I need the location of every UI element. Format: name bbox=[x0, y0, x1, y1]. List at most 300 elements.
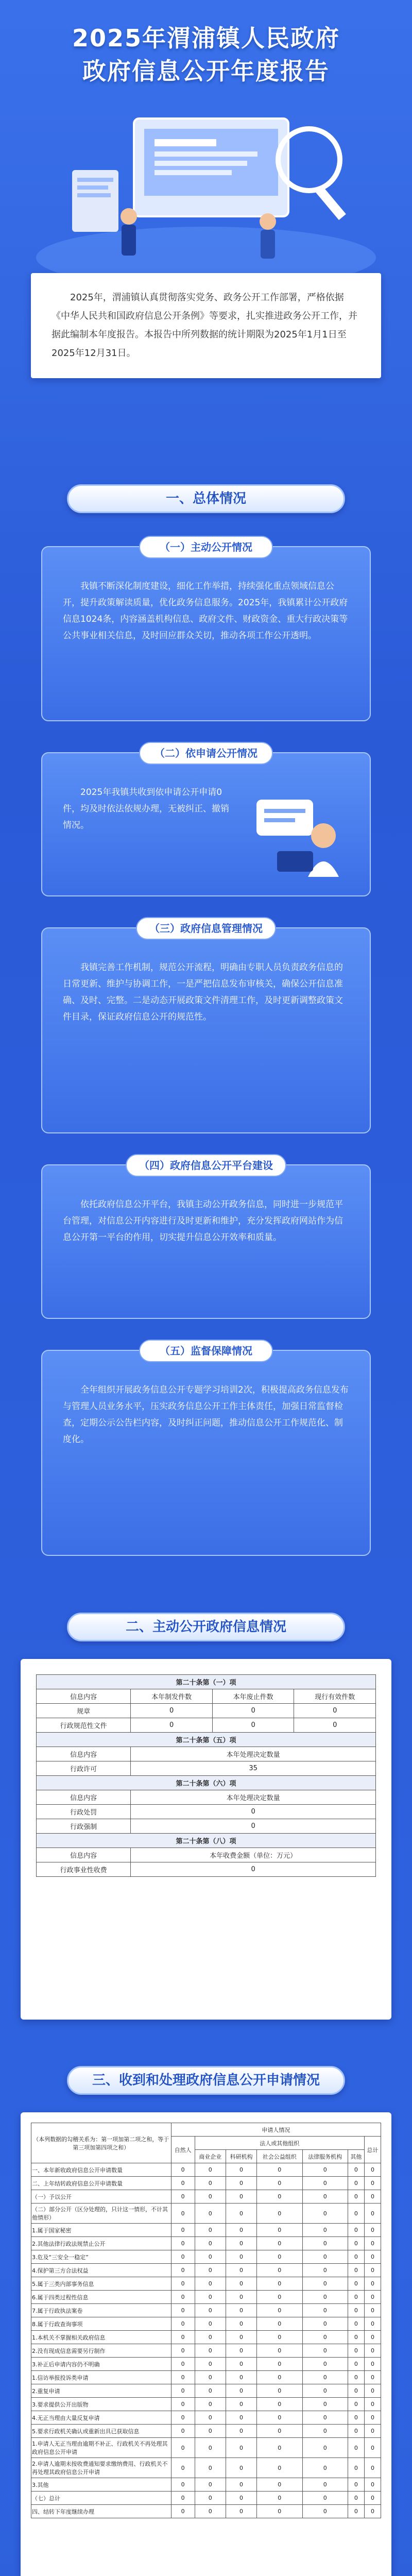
table-row bbox=[31, 2250, 381, 2264]
table-cell: 0 bbox=[302, 2190, 348, 2204]
active-disclosure-panel bbox=[21, 1659, 391, 2020]
table-cell: 0 bbox=[302, 2411, 348, 2425]
table-cell: 0 bbox=[226, 2384, 256, 2398]
table-row bbox=[31, 2492, 381, 2505]
table-cell: 0 bbox=[364, 2331, 381, 2344]
row-label: 1.本机关不掌握相关政府信息 bbox=[31, 2331, 171, 2344]
row-label: 5.属于三类内部事务信息 bbox=[31, 2277, 171, 2291]
row-label: 四、结转下年度继续办理 bbox=[31, 2505, 171, 2518]
table-row bbox=[31, 2411, 381, 2425]
table-cell: 0 bbox=[171, 2331, 195, 2344]
table-cell: 0 bbox=[257, 2492, 302, 2505]
table-cell: 0 bbox=[195, 2492, 226, 2505]
table-cell: 0 bbox=[195, 2411, 226, 2425]
table-header: 申请人情况 bbox=[171, 2123, 381, 2137]
table-cell: 0 bbox=[257, 2277, 302, 2291]
table-cell: 0 bbox=[257, 2291, 302, 2304]
table-cell: 0 bbox=[226, 2204, 256, 2224]
table-cell: 0 bbox=[302, 2505, 348, 2518]
table-cell: 0 bbox=[257, 2438, 302, 2458]
overview-head: （五）监督保障情况 bbox=[139, 1340, 273, 1362]
table-cell: 0 bbox=[348, 2304, 364, 2317]
table-cell: 0 bbox=[302, 2264, 348, 2277]
table-cell: 0 bbox=[364, 2371, 381, 2384]
table-row bbox=[37, 1704, 376, 1718]
table-cell: 0 bbox=[257, 2371, 302, 2384]
table-cell: 0 bbox=[226, 2163, 256, 2177]
table-cell: 0 bbox=[364, 2250, 381, 2264]
hero-banner bbox=[0, 0, 412, 289]
table-cell: 0 bbox=[348, 2190, 364, 2204]
row-label: 3.危及“三安全一稳定” bbox=[31, 2250, 171, 2264]
table-row bbox=[31, 2291, 381, 2304]
table-cell: 0 bbox=[348, 2505, 364, 2518]
table-cell: 0 bbox=[171, 2344, 195, 2358]
table-cell: 0 bbox=[364, 2277, 381, 2291]
table-cell: 0 bbox=[294, 1704, 376, 1718]
table-header: 信息内容 bbox=[37, 1848, 131, 1862]
row-label: 4.无正当理由大量反复申请 bbox=[31, 2411, 171, 2425]
table-cell: 0 bbox=[171, 2438, 195, 2458]
table-cell: 0 bbox=[364, 2384, 381, 2398]
table-row bbox=[31, 2317, 381, 2331]
table-row bbox=[31, 2237, 381, 2250]
table-row bbox=[37, 1862, 376, 1877]
table-cell: 0 bbox=[257, 2190, 302, 2204]
table-header: 自然人 bbox=[171, 2137, 195, 2163]
overview-card-platform bbox=[41, 1159, 371, 1319]
table-cell: 0 bbox=[171, 2291, 195, 2304]
table-cell: 0 bbox=[195, 2190, 226, 2204]
table-cell: 规章 bbox=[37, 1704, 131, 1718]
table-cell: 0 bbox=[195, 2163, 226, 2177]
table-cell: 0 bbox=[364, 2458, 381, 2478]
row-label: 二、上年结转政府信息公开申请数量 bbox=[31, 2177, 171, 2190]
table-cell: 0 bbox=[348, 2331, 364, 2344]
active-disclosure-table bbox=[36, 1674, 376, 1877]
table-cell: 0 bbox=[171, 2478, 195, 2492]
table-cell: 行政规范性文件 bbox=[37, 1718, 131, 1733]
table-cell: 0 bbox=[302, 2277, 348, 2291]
table-header: 信息内容 bbox=[37, 1747, 131, 1761]
table-cell: 0 bbox=[171, 2237, 195, 2250]
table-cell: 0 bbox=[348, 2177, 364, 2190]
title-line-1: 2025年渭浦镇人民政府 bbox=[72, 24, 340, 52]
table-cell: 0 bbox=[302, 2478, 348, 2492]
table-cell: 0 bbox=[171, 2358, 195, 2371]
table-cell: 0 bbox=[226, 2177, 256, 2190]
table-row bbox=[31, 2304, 381, 2317]
table-cell: 0 bbox=[171, 2177, 195, 2190]
table-cell: 0 bbox=[257, 2224, 302, 2237]
table-cell: 0 bbox=[195, 2204, 226, 2224]
table-header: 本年处理决定数量 bbox=[131, 1747, 376, 1761]
table-row bbox=[37, 1819, 376, 1834]
table-cell: 0 bbox=[212, 1704, 294, 1718]
row-label: 2.其他法律行政法规禁止公开 bbox=[31, 2237, 171, 2250]
table-header: 总计 bbox=[364, 2137, 381, 2163]
table-cell: 0 bbox=[226, 2371, 256, 2384]
table-cell: 0 bbox=[171, 2492, 195, 2505]
table-cell: 0 bbox=[364, 2358, 381, 2371]
row-label: 8.属于行政查询事项 bbox=[31, 2317, 171, 2331]
table-cell: 0 bbox=[348, 2224, 364, 2237]
table-cell: 0 bbox=[257, 2458, 302, 2478]
table-cell: 0 bbox=[195, 2398, 226, 2411]
table-cell: 0 bbox=[131, 1862, 376, 1877]
row-label: 2.没有现成信息需要另行制作 bbox=[31, 2344, 171, 2358]
overview-text: 我镇完善工作机制，规范公开流程，明确由专职人员负责政务信息的日常更新、维护与协调工作，一是严把信息发布审核关，确保公开信息准确、及时、完整。二是动态开展政策文件清理工作，及时更新调整政策文件目录，保证政府信息公开的规范性。 bbox=[63, 962, 343, 1022]
table-cell: 0 bbox=[348, 2478, 364, 2492]
table-cell: 0 bbox=[195, 2358, 226, 2371]
table-row bbox=[31, 2358, 381, 2371]
row-label: 1.申请人无正当理由逾期不补正、行政机关不再处理其政府信息公开申请 bbox=[31, 2438, 171, 2458]
table-row bbox=[31, 2371, 381, 2384]
table-cell: 0 bbox=[348, 2384, 364, 2398]
page-title bbox=[0, 22, 412, 88]
table-cell: 0 bbox=[348, 2458, 364, 2478]
table-cell: 0 bbox=[348, 2398, 364, 2411]
table-row bbox=[31, 2264, 381, 2277]
table-cell: 0 bbox=[226, 2425, 256, 2438]
table-band: 第二十条第（六）项 bbox=[37, 1776, 376, 1790]
table-cell: 0 bbox=[364, 2177, 381, 2190]
section-2-title: 二、主动公开政府信息情况 bbox=[67, 1613, 345, 1641]
table-header: 本年收费金额（单位：万元） bbox=[131, 1848, 376, 1862]
table-cell: 0 bbox=[171, 2264, 195, 2277]
table-cell: 0 bbox=[348, 2344, 364, 2358]
table-row bbox=[31, 2458, 381, 2478]
table-cell: 0 bbox=[195, 2224, 226, 2237]
table-cell: 0 bbox=[195, 2317, 226, 2331]
table-cell: 0 bbox=[226, 2190, 256, 2204]
table-cell: 0 bbox=[212, 1718, 294, 1733]
row-label: （七）总计 bbox=[31, 2492, 171, 2505]
table-cell: 0 bbox=[195, 2331, 226, 2344]
table-cell: 0 bbox=[302, 2344, 348, 2358]
table-cell: 0 bbox=[226, 2304, 256, 2317]
table-cell: 0 bbox=[364, 2344, 381, 2358]
row-label: 6.属于四类过程性信息 bbox=[31, 2291, 171, 2304]
table-row bbox=[31, 2505, 381, 2518]
table-row bbox=[31, 2331, 381, 2344]
table-header: 科研机构 bbox=[226, 2150, 256, 2163]
table-cell: 0 bbox=[348, 2358, 364, 2371]
table-cell: 0 bbox=[226, 2277, 256, 2291]
table-cell: 0 bbox=[226, 2237, 256, 2250]
table-cell: 行政许可 bbox=[37, 1761, 131, 1776]
table-cell: 0 bbox=[302, 2163, 348, 2177]
table-cell: 0 bbox=[171, 2398, 195, 2411]
table-cell: 0 bbox=[364, 2478, 381, 2492]
table-cell: 0 bbox=[364, 2411, 381, 2425]
overview-card-management bbox=[41, 922, 371, 1133]
table-cell: 0 bbox=[257, 2204, 302, 2224]
row-label: 2.申请人逾期未按收费通知要求缴纳费用、行政机关不再处理其政府信息公开申请 bbox=[31, 2458, 171, 2478]
table-cell: 0 bbox=[257, 2331, 302, 2344]
overview-text: 我镇不断深化制度建设，细化工作举措，持续强化重点领域信息公开，提升政策解读质量，优化政务信息服务。2025年，我镇累计公开政府信息1024条，内容涵盖机构信息、政府文件、财政资金、重大行政决策等公共事业相关信息，及时回应群众关切，推动各项工作公开透明。 bbox=[63, 581, 348, 641]
section-3-title: 三、收到和处理政府信息公开申请情况 bbox=[67, 2066, 345, 2095]
table-cell: 0 bbox=[348, 2291, 364, 2304]
table-cell: 0 bbox=[302, 2291, 348, 2304]
table-cell: 0 bbox=[171, 2190, 195, 2204]
table-cell: 0 bbox=[226, 2458, 256, 2478]
table-cell: 0 bbox=[226, 2478, 256, 2492]
table-cell: 0 bbox=[257, 2317, 302, 2331]
table-header: 本年处理决定数量 bbox=[131, 1790, 376, 1805]
table-row bbox=[31, 2224, 381, 2237]
table-cell: 35 bbox=[131, 1761, 376, 1776]
table-cell: 0 bbox=[348, 2250, 364, 2264]
table-cell: 0 bbox=[171, 2317, 195, 2331]
table-cell: 行政强制 bbox=[37, 1819, 131, 1834]
section-1-title: 一、总体情况 bbox=[67, 484, 345, 513]
table-row bbox=[31, 2398, 381, 2411]
table-header: 法律服务机构 bbox=[302, 2150, 348, 2163]
table-cell: 0 bbox=[195, 2177, 226, 2190]
table-cell: 0 bbox=[195, 2344, 226, 2358]
row-label: 5.要求行政机关确认或重新出具已获取信息 bbox=[31, 2425, 171, 2438]
table-cell: 0 bbox=[171, 2204, 195, 2224]
table-row bbox=[31, 2190, 381, 2204]
table-cell: 0 bbox=[171, 2250, 195, 2264]
row-label: 3.补正后申请内容仍不明确 bbox=[31, 2358, 171, 2371]
table-cell: 0 bbox=[302, 2438, 348, 2458]
row-label: 7.属于行政执法案卷 bbox=[31, 2304, 171, 2317]
table-band: 第二十条第（五）项 bbox=[37, 1733, 376, 1747]
table-header: 本年废止件数 bbox=[212, 1689, 294, 1704]
table-cell: 0 bbox=[364, 2505, 381, 2518]
table-cell: 0 bbox=[226, 2344, 256, 2358]
table-cell: 0 bbox=[195, 2237, 226, 2250]
table-row bbox=[31, 2277, 381, 2291]
table-cell: 0 bbox=[348, 2317, 364, 2331]
table-cell: 0 bbox=[195, 2371, 226, 2384]
table-cell: 0 bbox=[226, 2331, 256, 2344]
title-line-2: 政府信息公开年度报告 bbox=[82, 57, 330, 85]
table-cell: 0 bbox=[171, 2384, 195, 2398]
table-cell: 0 bbox=[171, 2277, 195, 2291]
table-cell: 0 bbox=[226, 2398, 256, 2411]
table-row bbox=[31, 2438, 381, 2458]
table-header: 信息内容 bbox=[37, 1689, 131, 1704]
row-label: 3.其他 bbox=[31, 2478, 171, 2492]
table-cell: 0 bbox=[195, 2250, 226, 2264]
table-cell: 0 bbox=[195, 2264, 226, 2277]
overview-head: （二）依申请公开情况 bbox=[139, 742, 273, 765]
table-row bbox=[31, 2163, 381, 2177]
table-cell: 0 bbox=[226, 2291, 256, 2304]
table-cell: 0 bbox=[348, 2425, 364, 2438]
table-cell: 0 bbox=[348, 2492, 364, 2505]
table-cell: 0 bbox=[257, 2177, 302, 2190]
table-cell: 0 bbox=[302, 2237, 348, 2250]
table-cell: 0 bbox=[195, 2438, 226, 2458]
overview-head: （一）主动公开情况 bbox=[139, 536, 273, 558]
table-cell: 0 bbox=[348, 2438, 364, 2458]
table-cell: 0 bbox=[171, 2304, 195, 2317]
table-cell: 0 bbox=[171, 2411, 195, 2425]
table-cell: 0 bbox=[302, 2492, 348, 2505]
table-cell: 0 bbox=[302, 2250, 348, 2264]
table-cell: 0 bbox=[302, 2331, 348, 2344]
table-cell: 0 bbox=[364, 2304, 381, 2317]
table-cell: 0 bbox=[195, 2458, 226, 2478]
table-cell: 0 bbox=[364, 2492, 381, 2505]
table-header: 法人或其他组织 bbox=[195, 2137, 364, 2150]
row-label: 4.保护第三方合法权益 bbox=[31, 2264, 171, 2277]
table-cell: 0 bbox=[226, 2411, 256, 2425]
table-cell: 0 bbox=[364, 2425, 381, 2438]
table-cell: 0 bbox=[364, 2224, 381, 2237]
table-header: 其他 bbox=[348, 2150, 364, 2163]
table-cell: 0 bbox=[364, 2317, 381, 2331]
table-row bbox=[37, 1761, 376, 1776]
row-label: 一、本年新收政府信息公开申请数量 bbox=[31, 2163, 171, 2177]
table-cell: 0 bbox=[195, 2304, 226, 2317]
table-cell: 0 bbox=[302, 2371, 348, 2384]
table-cell: 0 bbox=[131, 1704, 213, 1718]
apply-panel bbox=[21, 2112, 391, 2576]
table-row bbox=[31, 2204, 381, 2224]
overview-text: 2025年我镇共收到依申请公开申请0件，均及时依法依规办理，无被纠正、撤销情况。 bbox=[63, 787, 229, 831]
table-cell: 0 bbox=[348, 2163, 364, 2177]
table-cell: 0 bbox=[226, 2224, 256, 2237]
row-label: 3.要求提供公开出版物 bbox=[31, 2398, 171, 2411]
row-label: （二）部分公开（区分处理的，只计这一情形，不计其他情形） bbox=[31, 2204, 171, 2224]
table-cell: 0 bbox=[302, 2458, 348, 2478]
overview-text: 全年组织开展政务信息公开专题学习培训2次，积极提高政务信息发布与管理人员业务水平，压实政务信息公开工作主体责任，加强日常监督检查，定期公示公告栏内容，及时纠正问题，推动信息公开工作规范化、制度化。 bbox=[63, 1385, 349, 1445]
table-cell: 0 bbox=[302, 2384, 348, 2398]
table-cell: 0 bbox=[171, 2371, 195, 2384]
table-cell: 0 bbox=[226, 2505, 256, 2518]
table-cell: 0 bbox=[302, 2177, 348, 2190]
table-cell: 行政事业性收费 bbox=[37, 1862, 131, 1877]
table-band: 第二十条第（八）项 bbox=[37, 1834, 376, 1848]
table-cell: 0 bbox=[302, 2425, 348, 2438]
table-cell: 0 bbox=[348, 2237, 364, 2250]
table-cell: 0 bbox=[257, 2250, 302, 2264]
table-cell: 0 bbox=[348, 2371, 364, 2384]
table-cell: 0 bbox=[257, 2304, 302, 2317]
table-row bbox=[31, 2177, 381, 2190]
table-cell: 0 bbox=[195, 2505, 226, 2518]
table-cell: 0 bbox=[302, 2224, 348, 2237]
overview-head: （四）政府信息公开平台建设 bbox=[126, 1154, 286, 1177]
table-header: 现行有效件数 bbox=[294, 1689, 376, 1704]
table-band: 第二十条第（一）项 bbox=[37, 1675, 376, 1689]
table-cell: 0 bbox=[348, 2277, 364, 2291]
table-cell: 0 bbox=[348, 2264, 364, 2277]
table-cell: 0 bbox=[302, 2304, 348, 2317]
table-cell: 0 bbox=[171, 2425, 195, 2438]
table-cell: 0 bbox=[364, 2237, 381, 2250]
table-cell: 0 bbox=[171, 2163, 195, 2177]
table-cell: 0 bbox=[302, 2358, 348, 2371]
table-cell: 0 bbox=[257, 2163, 302, 2177]
table-cell: 0 bbox=[195, 2384, 226, 2398]
table-cell: 0 bbox=[302, 2398, 348, 2411]
table-cell: 0 bbox=[257, 2411, 302, 2425]
table-cell: 0 bbox=[195, 2277, 226, 2291]
table-cell: 0 bbox=[257, 2398, 302, 2411]
row-label: （一）予以公开 bbox=[31, 2190, 171, 2204]
row-label: 2.重复申请 bbox=[31, 2384, 171, 2398]
overview-head: （三）政府信息管理情况 bbox=[136, 917, 276, 940]
table-cell: 0 bbox=[364, 2163, 381, 2177]
hero-illustration bbox=[0, 82, 412, 289]
table-cell: 0 bbox=[257, 2478, 302, 2492]
table-cell: 0 bbox=[131, 1718, 213, 1733]
service-illustration bbox=[246, 789, 349, 877]
row-label: 1.属于国家秘密 bbox=[31, 2224, 171, 2237]
table-cell: 0 bbox=[348, 2204, 364, 2224]
table-row bbox=[31, 2478, 381, 2492]
overview-text: 依托政府信息公开平台，我镇主动公开政务信息，同时进一步规范平台管理，对信息公开内容进行及时更新和维护，充分发挥政府网站作为信息公开第一平台的作用，切实提升信息公开效率和质量。 bbox=[63, 1199, 343, 1243]
intro-text: 2025年，渭浦镇认真贯彻落实党务、政务公开工作部署，严格依据《中华人民共和国政府信息公开条例》等要求，扎实推进政务公开工作，并据此编制本年度报告。本报告中所列数据的统计期限为2025年1月1日至2025年12月31日。 bbox=[52, 292, 357, 359]
table-cell: 0 bbox=[257, 2425, 302, 2438]
table-cell: 0 bbox=[226, 2358, 256, 2371]
table-row bbox=[31, 2344, 381, 2358]
table-cell: 行政处罚 bbox=[37, 1805, 131, 1819]
table-cell: 0 bbox=[294, 1718, 376, 1733]
table-cell: 0 bbox=[226, 2438, 256, 2458]
table-row bbox=[37, 1805, 376, 1819]
table-cell: 0 bbox=[195, 2478, 226, 2492]
intro-card bbox=[31, 273, 381, 378]
table-cell: 0 bbox=[131, 1805, 376, 1819]
table-cell: 0 bbox=[226, 2317, 256, 2331]
table-cell: 0 bbox=[364, 2264, 381, 2277]
table-cell: 0 bbox=[364, 2190, 381, 2204]
table-row bbox=[37, 1718, 376, 1733]
overview-card-apply bbox=[41, 747, 371, 896]
table-cell: 0 bbox=[226, 2264, 256, 2277]
table-cell: 0 bbox=[364, 2204, 381, 2224]
table-cell: 0 bbox=[302, 2204, 348, 2224]
table-cell: 0 bbox=[226, 2250, 256, 2264]
table-cell: 0 bbox=[171, 2505, 195, 2518]
overview-card-active bbox=[41, 541, 371, 721]
table-row bbox=[31, 2425, 381, 2438]
table-cell: 0 bbox=[226, 2492, 256, 2505]
table-cell: 0 bbox=[364, 2291, 381, 2304]
table-corner: （本列数据的勾稽关系为：第一项加第二项之和，等于第三项加第四项之和） bbox=[31, 2123, 171, 2163]
table-cell: 0 bbox=[257, 2358, 302, 2371]
table-header: 信息内容 bbox=[37, 1790, 131, 1805]
table-cell: 0 bbox=[195, 2291, 226, 2304]
table-cell: 0 bbox=[257, 2237, 302, 2250]
table-header: 本年制发件数 bbox=[131, 1689, 213, 1704]
table-cell: 0 bbox=[171, 2458, 195, 2478]
table-header: 商业企业 bbox=[195, 2150, 226, 2163]
table-cell: 0 bbox=[171, 2224, 195, 2237]
table-cell: 0 bbox=[257, 2384, 302, 2398]
table-row bbox=[31, 2384, 381, 2398]
table-cell: 0 bbox=[257, 2344, 302, 2358]
table-cell: 0 bbox=[131, 1819, 376, 1834]
table-cell: 0 bbox=[364, 2398, 381, 2411]
apply-table bbox=[31, 2123, 381, 2518]
overview-card-supervision bbox=[41, 1345, 371, 1556]
table-cell: 0 bbox=[302, 2317, 348, 2331]
table-cell: 0 bbox=[257, 2505, 302, 2518]
row-label: 1.信访举报投诉类申请 bbox=[31, 2371, 171, 2384]
table-cell: 0 bbox=[348, 2411, 364, 2425]
table-cell: 0 bbox=[257, 2264, 302, 2277]
table-cell: 0 bbox=[195, 2425, 226, 2438]
table-header: 社会公益组织 bbox=[257, 2150, 302, 2163]
